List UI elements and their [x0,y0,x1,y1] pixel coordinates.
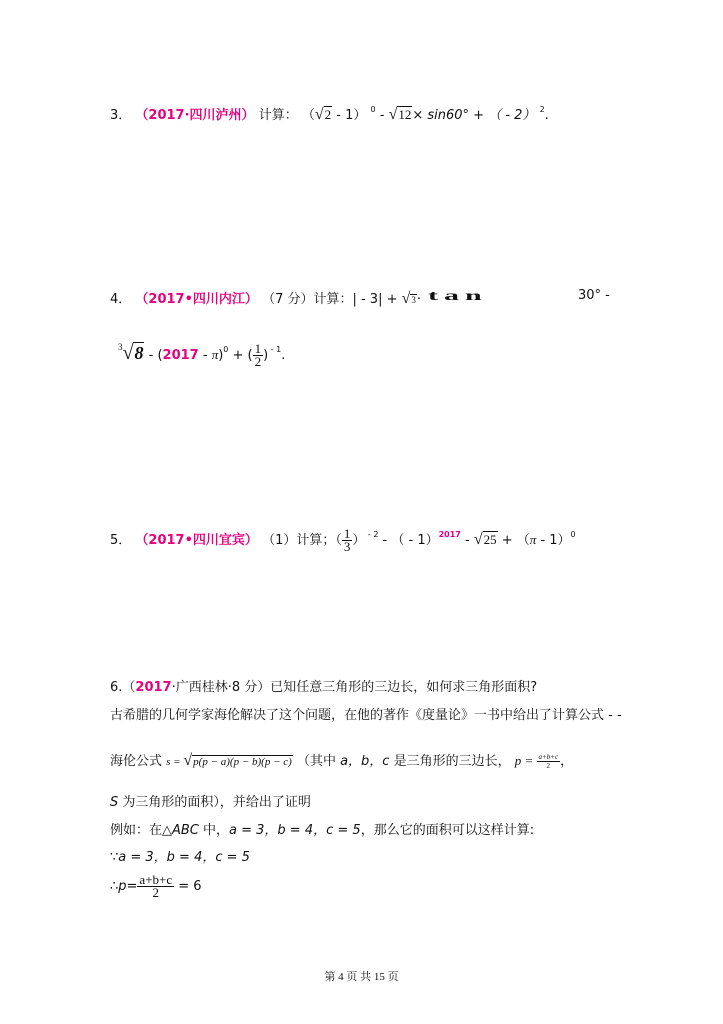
heron-tail-abc: a，b，c [340,754,390,769]
example-mid: 中， [198,823,230,838]
example-lead: 例如：在△ [110,823,172,838]
q4-fraction-half: $\frac{1}{2}$ [254,341,262,369]
question-6-line-4 [110,791,311,810]
q4-degree: 30° - [578,288,610,303]
heron-tail-a: （其中 [296,754,341,769]
q4-minus-paren: - ( [148,348,163,363]
question-6-line-2: 古希腊的几何学家海伦解决了这个问题，在他的著作《度量论》一书中给出了计算公式 - - [110,708,622,723]
q5-plus-paren: + （ [497,533,530,548]
heron-tail-c: 是三角形的三边长， [389,754,511,769]
example-abc: ABC [172,823,199,838]
heron-s: s = [166,756,184,768]
q3-exp-0: 0 [370,105,376,114]
q6-source: 2017 [135,680,172,695]
q5-minus: - [460,533,474,548]
q3-lead: 计算： [258,108,298,123]
q5-exp-neg2: - 2 [365,530,379,539]
q4-exp-neg1: - 1 [268,345,282,354]
q4-pi: π [211,347,219,362]
q4-end: . [281,348,286,363]
q3-minus: - [379,108,389,123]
q4-year: 2017 [162,348,199,363]
q4-cube-root-8: $^3$√8 [118,342,144,364]
q4-sqrt-3: √3 [401,290,416,307]
question-3 [110,104,549,124]
q4-number: 4． [110,292,132,307]
q5-minus-one: - 1） [536,533,571,548]
question-6-example [110,819,534,838]
q3-end: . [544,108,549,123]
page-footer: 第 4 页 共 15 页 [324,971,399,983]
heron-sqrt: √p(p − a)(p − b)(p − c) [183,752,292,769]
q4-plus: + ( [228,348,253,363]
heron-label: 海伦公式 [110,754,163,769]
q5-pi: π [529,532,537,547]
question-6-therefore [110,874,202,899]
therefore-fraction: $\frac{a+b+c}{2}$ [139,872,173,900]
q3-minus-one: - 1） [332,108,367,123]
q5-exp-2017: 2017 [438,530,461,539]
q6-number: 6.（ [110,680,136,695]
therefore-result: = 6 [174,879,202,894]
heron-p: p = [514,753,537,768]
q3-source: （2017·四川泸州） [135,108,255,123]
therefore: ∴p= [110,879,138,894]
question-4 [110,288,421,308]
q4-lead: （7 分）计算：| - 3| + [262,292,402,307]
q4-line-2: $^3$√8 - (2017 - π)$^0$ + ( $\frac{1}{2}$ ) $^{- 1}$. [118,341,286,369]
q3-sqrt-12: √12 [388,106,412,123]
q4-minus: - [198,348,212,363]
q5-neg-one: - （ - 1） [378,533,439,548]
example-tail: ，那么它的面积可以这样计算: [360,823,535,838]
q3-exp-2: 2 [539,105,545,114]
q4-source: （2017•四川内江） [135,292,258,307]
q4-exp-0: 0 [223,345,229,354]
q3-sin-term: × sin60° + （ - 2） [412,108,536,123]
q6-intro: ·广西桂林·8 分）已知任意三角形的三边长，如何求三角形面积? [171,680,538,695]
q5-number: 5． [110,533,132,548]
q5-sqrt-25: √25 [473,531,497,548]
q3-number: 3． [110,108,132,123]
question-6-line-1 [110,676,537,695]
q4-close: ) [263,348,269,363]
q6-proof-note: 为三角形的面积），并给出了证明 [118,795,311,810]
question-6-because: ∵a = 3，b = 4，c = 5 [110,850,250,865]
q4-tan: tan [428,288,488,304]
q3-paren: （ [301,108,315,123]
heron-p-fraction: $\frac{a+b+c}{2}$ [538,753,559,770]
q4-dot: · [416,292,422,307]
q5-fraction-third: $\frac{1}{3}$ [343,526,351,554]
q5-source: （2017•四川宜宾） [135,533,258,548]
question-6-heron [110,750,573,770]
q5-lead: （1）计算；（ [262,533,342,548]
heron-comma: ， [560,754,574,769]
q6-S: S [110,795,119,810]
q5-close: ） [352,533,366,548]
q3-sqrt-2: √2 [314,106,332,123]
example-values: a = 3，b = 4，c = 5 [229,823,361,838]
question-5 [110,528,576,553]
q5-exp-0: 0 [570,530,576,539]
